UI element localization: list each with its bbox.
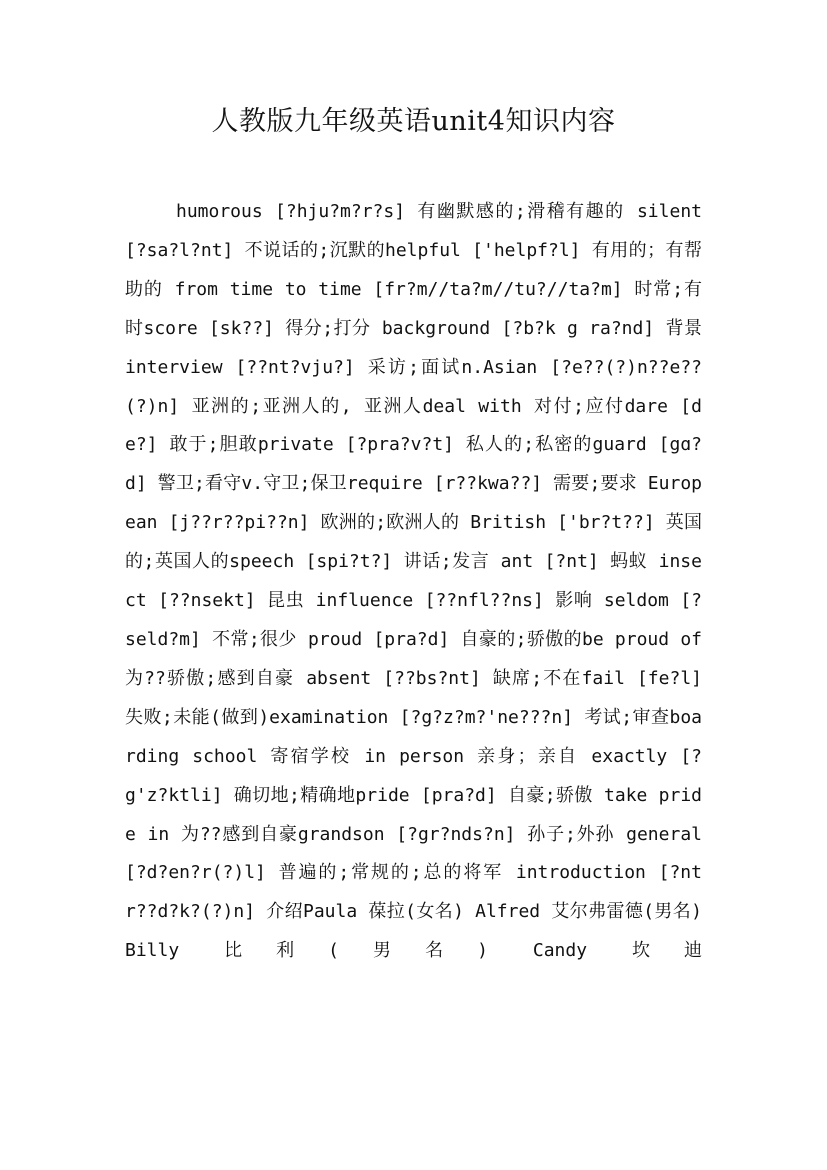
document-title: 人教版九年级英语unit4知识内容 [211, 106, 616, 137]
document-body-text: humorous [?hju?m?r?s] 有幽默感的;滑稽有趣的 silent [?sa?l?nt] 不说话的;沉默的helpful ['helpf?l] 有用的；有帮助的 from time to time [fr?m//ta?m//tu?//ta?m] 时常;有时score [sk??] 得分;打分 background [?b?k g ra?nd] 背景 interview [??nt?vju?] 采访;面试n.Asian [?e??(?)n??e??(?)n] 亚洲的;亚洲人的, 亚洲人deal with 对付;应付dare [de?] 敢于;胆敢private [?pra?v?t] 私人的;私密的guard [gɑ?d] 警卫;看守v.守卫;保卫require [r??kwa??] 需要;要求 European [j??r??pi??n] 欧洲的;欧洲人的 British ['br?t??] 英国的;英国人的speech [spi?t?] 讲话;发言 ant [?nt] 蚂蚁 insect [??nsekt] 昆虫 influence [??nfl??ns] 影响 seldom [?seld?m] 不常;很少 proud [pra?d] 自豪的;骄傲的be proud of 为??骄傲;感到自豪 absent [??bs?nt] 缺席;不在fail [fe?l] 失败;未能(做到)examination [?g?z?m?'ne???n] 考试;审查boarding school 寄宿学校 in person 亲身；亲自 exactly [?g'z?ktli] 确切地;精确地pride [pra?d] 自豪;骄傲 take pride in 为??感到自豪grandson [?gr?nds?n] 孙子;外孙 general [?d?en?r(?)l] 普遍的;常规的;总的将军 introduction [?ntr??d?k?(?)n] 介绍Paula 葆拉(女名) Alfred 艾尔弗雷德(男名) Billy 比利(男名) Candy 坎迪 [125, 201, 702, 962]
